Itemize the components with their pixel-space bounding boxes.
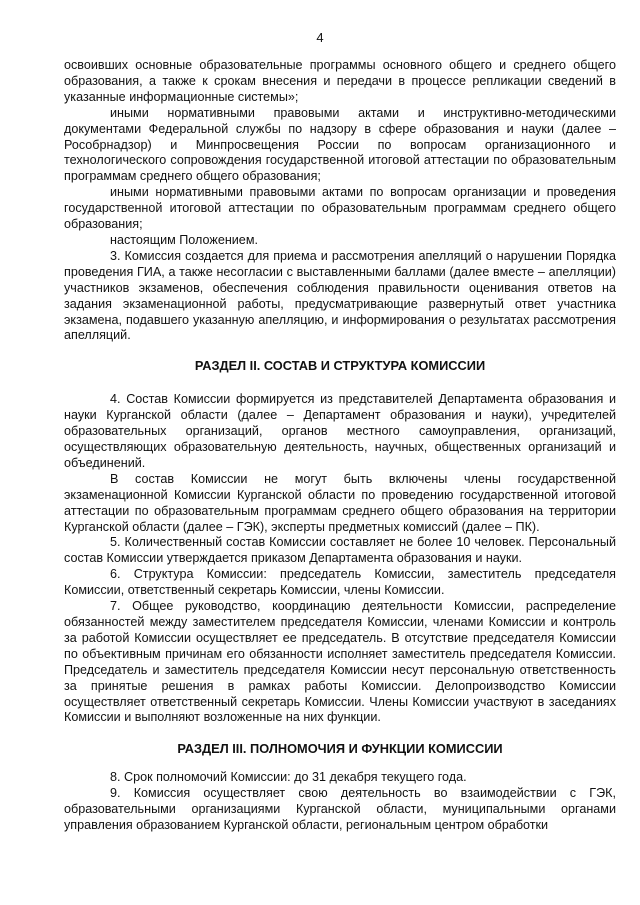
paragraph-other-acts: иными нормативными правовыми актами по вопросам организации и проведения государственной итоговой аттестации по образовательным программам среднего общего образования; xyxy=(64,185,616,232)
document-body xyxy=(64,58,616,834)
paragraph-continuation: освоивших основные образовательные программы основного общего и среднего общего образования, а также к срокам внесения и передачи в процессе репликации сведений в указанные информационные системы»; xyxy=(64,58,616,104)
paragraph-composition-exclusion: В состав Комиссии не могут быть включены члены государственной экзаменационной Комиссии Курганской области по проведению государственной итоговой аттестации по образовательным программам среднего общего образования на территории Курганской области (далее – ГЭК), эксперты предметных комиссий (далее – ПК). xyxy=(64,471,616,534)
paragraph-item-7: 7. Общее руководство, координацию деятельности Комиссии, распределение обязанностей между заместителем председателя Комиссии, членами Комиссии и контроль за работой Комиссии осуществляет ее председатель. В отсутствие председателя Комиссии по объективным причинам его обязанности исполняет заместитель председателя Комиссии. Председатель и заместитель председателя Комиссии несут персональную ответственность за принятые решения в рамках работы Комиссии. Делопроизводство Комиссии осуществляет ответственный секретарь Комиссии. Члены Комиссии участвуют в заседаниях Комиссии и выполняют возложенные на них функции. xyxy=(64,599,616,725)
paragraph-item-8: 8. Срок полномочий Комиссии: до 31 декабря текущего года. xyxy=(110,770,467,785)
paragraph-item-3: 3. Комиссия создается для приема и рассмотрения апелляций о нарушении Порядка проведения ГИА, а также несогласии с выставленными баллами (далее вместе – апелляции) участников экзаменов, обеспечения соблюдения правильности оценивания ответов на задания экзаменационной работы, предусматривающие развернутый ответ участника экзамена, подавшего указанную апелляцию, и информирования о результатах рассмотрения апелляций. xyxy=(64,248,616,343)
paragraph-regulation: настоящим Положением. xyxy=(110,232,258,247)
paragraph-rosobrnadzor-acts: иными нормативными правовыми актами и инструктивно-методическими документами Федеральной службы по надзору в сфере образования и науки (далее – Рособрнадзор) и Минпросвещения России по вопросам организационного и технологического сопровождения государственной итоговой аттестации по образовательным программам среднего общего образования; xyxy=(64,105,616,184)
paragraph-item-5: 5. Количественный состав Комиссии составляет не более 10 человек. Персональный состав Комиссии утверждается приказом Департамента образования и науки. xyxy=(64,535,616,566)
section-2-title: РАЗДЕЛ II. СОСТАВ И СТРУКТУРА КОМИССИИ xyxy=(194,358,486,374)
page-number: 4 xyxy=(316,30,324,45)
paragraph-item-4: 4. Состав Комиссии формируется из представителей Департамента образования и науки Курганской области (далее – Департамент образования и науки), учредителей образовательных организаций, органов местного самоуправления, организаций, осуществляющих образовательную деятельность, научных, общественных организаций и объединений. xyxy=(64,392,616,470)
section-3-title: РАЗДЕЛ III. ПОЛНОМОЧИЯ И ФУНКЦИИ КОМИССИИ xyxy=(177,741,503,757)
paragraph-item-6: 6. Структура Комиссии: председатель Комиссии, заместитель председателя Комиссии, ответственный секретарь Комиссии, члены Комиссии. xyxy=(64,567,616,598)
paragraph-item-9: 9. Комиссия осуществляет свою деятельность во взаимодействии с ГЭК, образовательными организациями Курганской области, муниципальными органами управления образованием Курганской области, региональным центром обработки xyxy=(64,786,616,833)
